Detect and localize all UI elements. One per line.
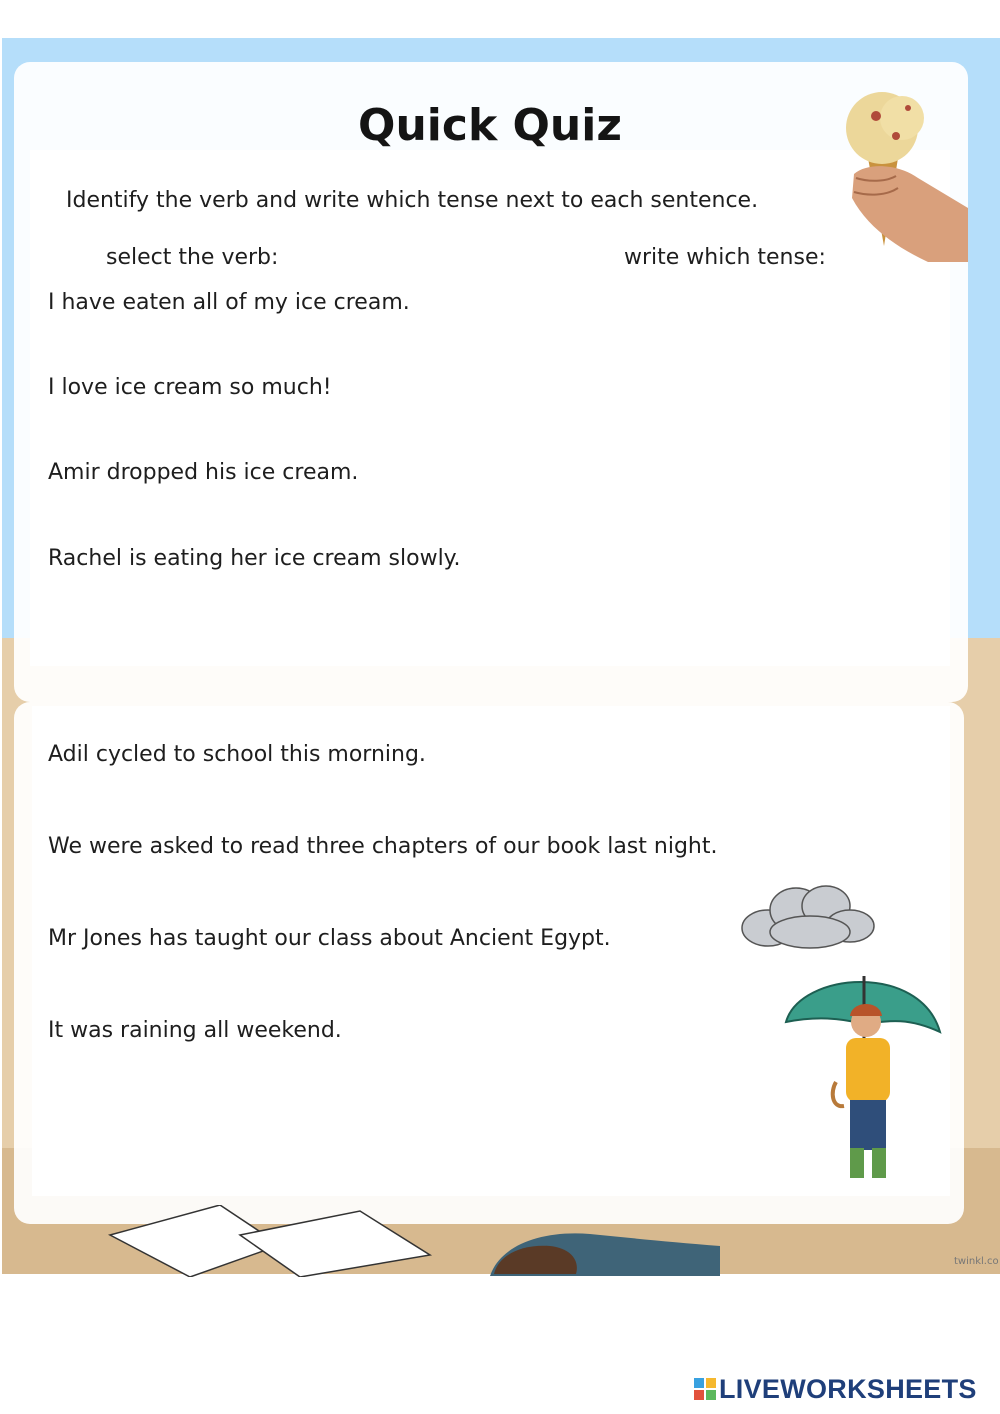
sentence-1[interactable]: I have eaten all of my ice cream. <box>48 290 410 315</box>
sentence-2[interactable]: I love ice cream so much! <box>48 375 332 400</box>
select-verb-header: select the verb: <box>106 245 279 270</box>
paper-sheets-illustration <box>100 1205 440 1277</box>
instruction-text: Identify the verb and write which tense next to each sentence. <box>66 188 759 213</box>
write-tense-header: write which tense: <box>624 245 826 270</box>
sentence-6[interactable]: We were asked to read three chapters of our book last night. <box>48 834 718 859</box>
sentence-5[interactable]: Adil cycled to school this morning. <box>48 742 426 767</box>
umbrella-child-icon <box>780 962 945 1192</box>
liveworksheets-logo-icon <box>694 1378 716 1400</box>
ice-cream-icon <box>838 78 968 262</box>
sentence-7[interactable]: Mr Jones has taught our class about Ancient Egypt. <box>48 926 611 951</box>
page-title: Quick Quiz <box>358 100 622 151</box>
liveworksheets-brand[interactable] <box>694 1374 977 1404</box>
sentence-4[interactable]: Rachel is eating her ice cream slowly. <box>48 546 461 571</box>
cloud-icon <box>738 880 878 952</box>
sentence-3[interactable]: Amir dropped his ice cream. <box>48 460 359 485</box>
quiz-area-top <box>30 150 950 666</box>
credit-text: twinkl.co <box>954 1256 999 1267</box>
hand-illustration <box>480 1216 720 1276</box>
sentence-8[interactable]: It was raining all weekend. <box>48 1018 342 1043</box>
brand-name: LIVEWORKSHEETS <box>719 1373 977 1404</box>
